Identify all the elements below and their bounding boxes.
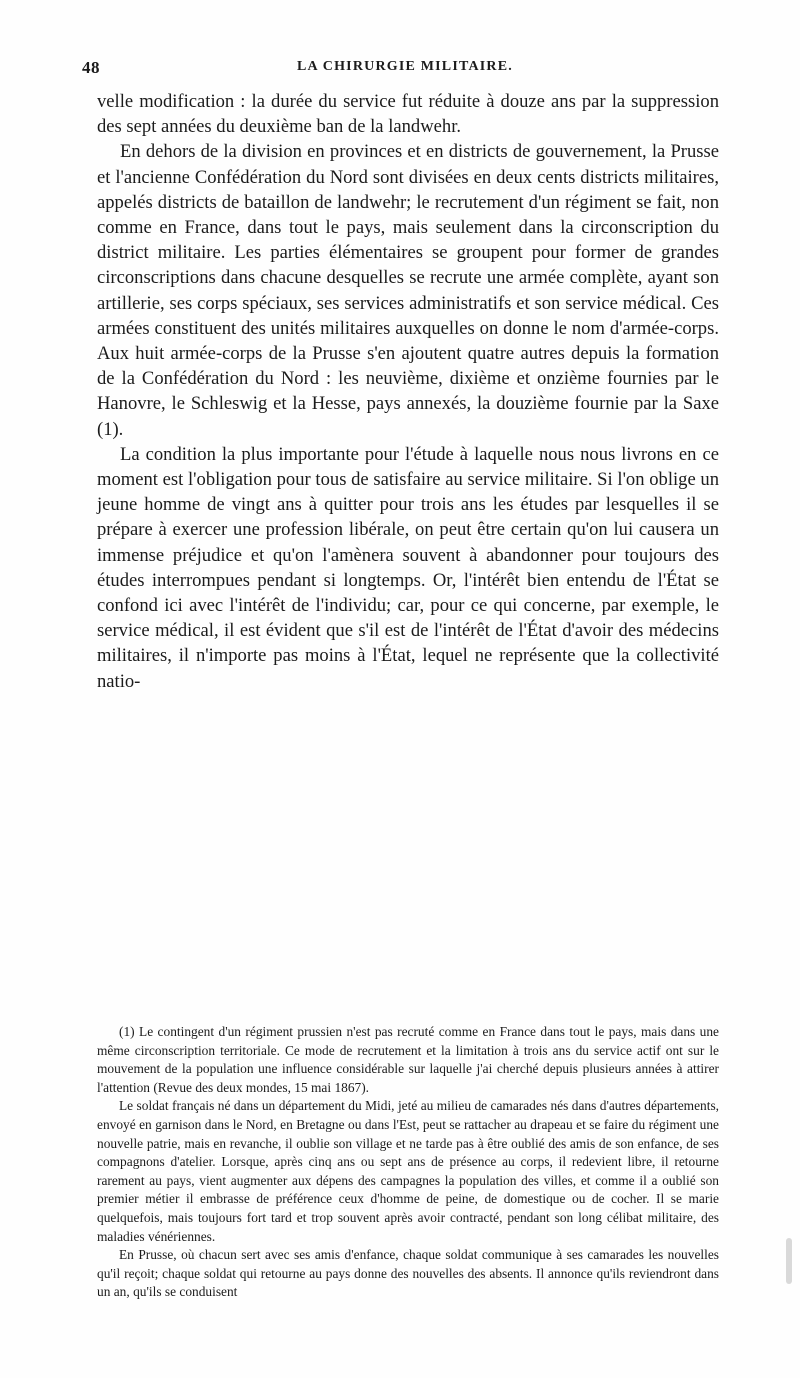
footnote-french-soldier: Le soldat français né dans un département du Midi, jeté au milieu de camarades nés dans d'autres départements, envoyé en garnison dans le Nord, en Bretagne ou dans l'Est, peut se rattacher au drapeau et se faire du régiment une nouvelle patrie, mais en revanche, il oublie son village et ne tarde pas à être oublié des amis de son enfance, de ses compagnons d'atelier. Lorsque, après cinq ans ou sept ans de présence au corps, il redevient libre, il retourne rarement au pays, vient augmenter aux dépens des campagnes la population des villes, et comme il a oublié son premier métier il embrasse de préférence ceux d'homme de peine, de domestique ou de cocher. Il se marie quelquefois, mais toujours fort tard et trop souvent après avoir contracté, pendant son long célibat militaire, des maladies vénériennes. [97,1098,719,1244]
scan-edge-mark [786,1238,792,1284]
footnotes [97,1023,719,1302]
page-number: 48 [82,58,100,77]
paragraph-service-condition: La condition la plus importante pour l'étude à laquelle nous nous livrons en ce moment est l'obligation pour tous de satisfaire au service militaire. Si l'on oblige un jeune homme de vingt ans à quitter pour trois ans les études par lesquelles il se prépare à exercer une profession libérale, on peut être certain qu'on lui causera un immense préjudice et qu'on l'amènera souvent à abandonner pour toujours des études interrompues pendant si longtemps. Or, l'intérêt bien entendu de l'État se confond ici avec l'intérêt de l'individu; car, pour ce qui concerne, par exemple, le service médical, il est évident que s'il est de l'intérêt de l'État d'avoir des médecins militaires, il n'importe pas moins à l'État, lequel ne représente que la collectivité natio- [97,443,719,692]
main-text [97,89,719,694]
running-title: LA CHIRURGIE MILITAIRE. [297,59,513,74]
footnote-1: (1) Le contingent d'un régiment prussien n'est pas recruté comme en France dans tout le pays, mais dans une même circonscription territoriale. Ce mode de recrutement et la limitation à trois ans du service actif ont sur le mouvement de la population une influence considérable sur laquelle j'ai cherché depuis plusieurs années à attirer l'attention (Revue des deux mondes, 15 mai 1867). [97,1024,719,1095]
page-header [82,58,728,80]
paragraph-continuation: velle modification : la durée du service fut réduite à douze ans par la suppression des sept années du deuxième ban de la landwehr. [97,91,719,138]
footnote-prussia: En Prusse, où chacun sert avec ses amis d'enfance, chaque soldat communique à ses camarades les nouvelles qu'il reçoit; chaque soldat qui retourne au pays donne des nouvelles des absents. Il annonce qu'ils reviendront dans un an, qu'ils se conduisent [97,1247,719,1300]
paragraph-districts: En dehors de la division en provinces et en districts de gouvernement, la Prusse et l'ancienne Confédération du Nord sont divisées en deux cents districts militaires, appelés districts de bataillon de landwehr; le recrutement d'un régiment se fait, non comme en France, dans tout le pays, mais seulement dans la circonscription du district militaire. Les parties élémentaires se groupent pour former de grandes circonscriptions dans chacune desquelles se recrute une armée complète, ayant son artillerie, ses corps spéciaux, ses services administratifs et son service médical. Ces armées constituent des unités militaires auxquelles on donne le nom d'armée-corps. Aux huit armée-corps de la Prusse s'en ajoutent quatre autres depuis la formation de la Confédération du Nord : les neuvième, dixième et onzième fournies par le Hanovre, le Schleswig et la Hesse, pays annexés, la douzième fournie par la Saxe (1). [97,141,719,440]
